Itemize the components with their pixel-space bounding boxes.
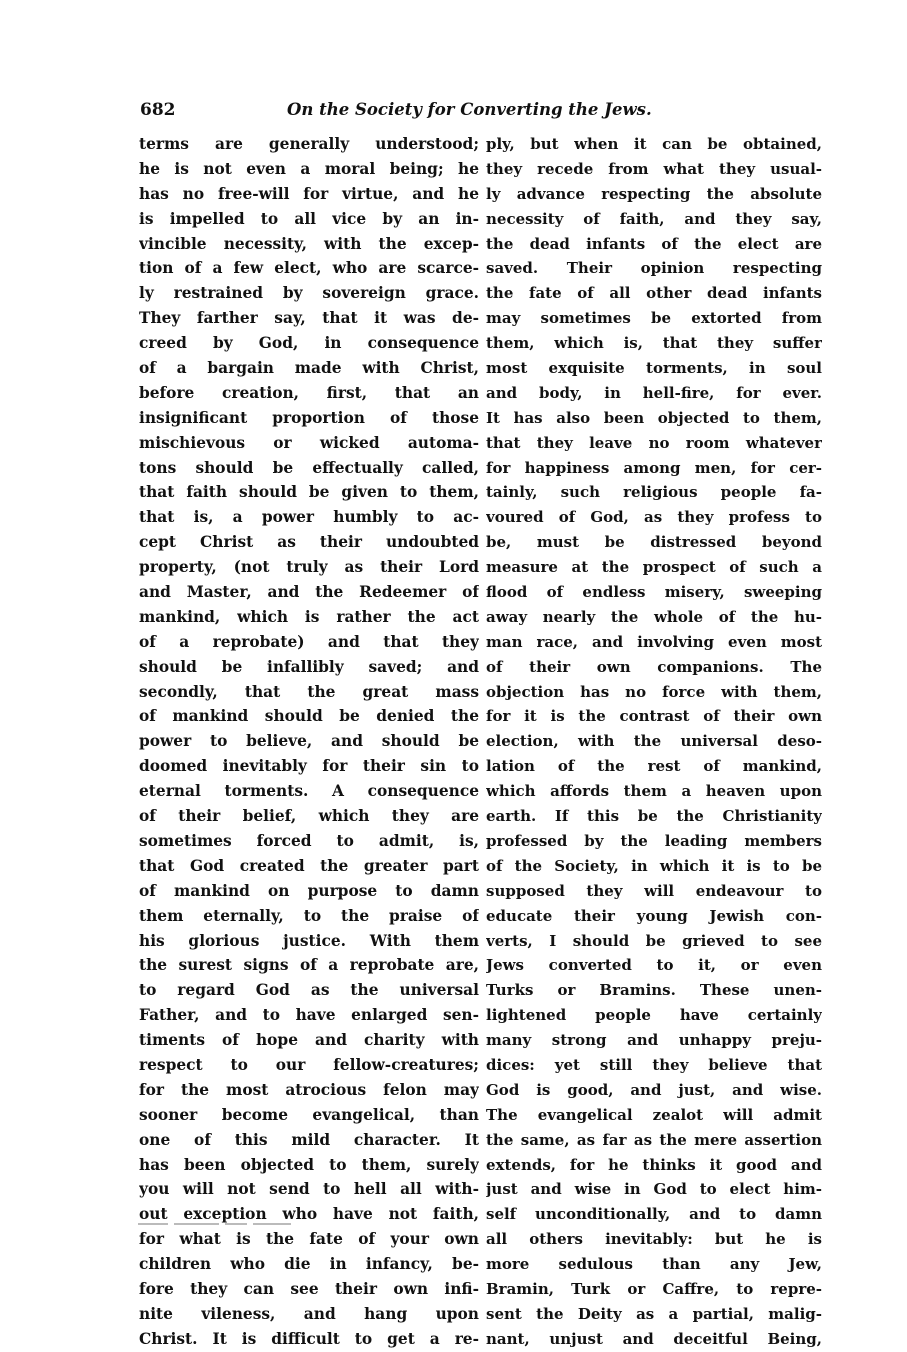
text-line: Jews converted to it, or even (486, 956, 822, 975)
text-line: them eternally, to the praise of (139, 906, 479, 925)
text-line: all others inevitably: but he is (486, 1230, 822, 1249)
text-line: mankind, which is rather the act (139, 607, 479, 626)
page-number: 682 (140, 100, 176, 120)
text-line: Christ. It is difficult to get a re- (139, 1329, 479, 1348)
text-line: saved. Their opinion respecting (486, 259, 822, 278)
text-line: which affords them a heaven upon (486, 782, 822, 801)
text-line: the surest signs of a reprobate are, (139, 956, 479, 975)
text-line: of mankind on purpose to damn (139, 881, 479, 900)
text-line: for the most atrocious felon may (139, 1080, 479, 1099)
text-line: creed by God, in consequence (139, 334, 479, 353)
text-line: before creation, first, that an (139, 383, 479, 402)
text-line: educate their young Jewish con- (486, 906, 822, 925)
text-line: and body, in hell-fire, for ever. (486, 383, 822, 402)
text-line: property, (not truly as their Lord (139, 558, 479, 577)
text-line: the same, as far as the mere assertion (486, 1130, 822, 1149)
text-line: Father, and to have enlarged sen- (139, 1006, 479, 1025)
text-line: supposed they will endeavour to (486, 881, 822, 900)
text-line: just and wise in God to elect him- (486, 1180, 822, 1199)
text-line: has no free-will for virtue, and he (139, 184, 479, 203)
text-line: sooner become evangelical, than (139, 1105, 479, 1124)
text-line: election, with the universal deso- (486, 732, 822, 751)
text-line: of the Society, in which it is to be (486, 856, 822, 875)
text-line: timents of hope and charity with (139, 1031, 479, 1050)
text-line: that they leave no room whatever (486, 433, 822, 452)
text-line: vincible necessity, with the excep- (139, 234, 479, 253)
right-text-column (486, 132, 822, 1352)
text-line: of their belief, which they are (139, 807, 479, 826)
text-line: terms are generally understood; (139, 135, 479, 153)
text-line: It has also been objected to them, (486, 408, 822, 427)
text-line: eternal torments. A consequence (139, 782, 479, 801)
text-line: for what is the fate of your own (139, 1230, 479, 1249)
text-line: voured of God, as they profess to (486, 508, 822, 527)
text-line: self unconditionally, and to damn (486, 1205, 822, 1224)
text-line: ly restrained by sovereign grace. (139, 284, 479, 303)
text-line: he is not even a moral being; he (139, 159, 479, 178)
text-line: flood of endless misery, sweeping (486, 583, 822, 602)
text-line: of mankind should be denied the (139, 707, 479, 726)
running-title: On the Society for Converting the Jews. (287, 100, 652, 119)
text-line: more sedulous than any Jew, (486, 1255, 822, 1274)
text-line: of a reprobate) and that they (139, 632, 479, 651)
text-line: mischievous or wicked automa- (139, 433, 479, 452)
text-line: Bramin, Turk or Caffre, to repre- (486, 1279, 822, 1298)
text-line: tons should be effectually called, (139, 458, 479, 477)
text-line: insignificant proportion of those (139, 408, 479, 427)
text-line: children who die in infancy, be- (139, 1255, 479, 1274)
text-line: they recede from what they usual- (486, 159, 822, 178)
text-line: verts, I should be grieved to see (486, 931, 822, 950)
text-line: them, which is, that they suffer (486, 334, 822, 353)
text-line: objection has no force with them, (486, 682, 822, 701)
text-line: be, must be distressed beyond (486, 533, 822, 552)
text-line: dices: yet still they believe that (486, 1055, 822, 1074)
text-line: for happiness among men, for cer- (486, 458, 822, 477)
text-line: many strong and unhappy preju- (486, 1031, 822, 1050)
text-line: tion of a few elect, who are scarce- (139, 259, 479, 278)
page-footer-smudge (138, 1215, 338, 1227)
text-line: for it is the contrast of their own (486, 707, 822, 726)
text-line: The evangelical zealot will admit (486, 1105, 822, 1124)
text-line: that God created the greater part (139, 856, 479, 875)
text-line: has been objected to them, surely (139, 1155, 479, 1174)
text-line: one of this mild character. It (139, 1130, 479, 1149)
text-line: doomed inevitably for their sin to (139, 757, 479, 776)
text-line: They farther say, that it was de- (139, 309, 479, 328)
text-line: ly advance respecting the absolute (486, 184, 822, 203)
text-line: most exquisite torments, in soul (486, 359, 822, 378)
text-line: professed by the leading members (486, 831, 822, 850)
text-line: tainly, such religious people fa- (486, 483, 822, 502)
text-line: the dead infants of the elect are (486, 234, 822, 253)
text-line: of a bargain made with Christ, (139, 359, 479, 378)
text-line: respect to our fellow-creatures; (139, 1055, 479, 1074)
text-line: is impelled to all vice by an in- (139, 209, 479, 228)
text-line: you will not send to hell all with- (139, 1180, 479, 1199)
text-line: necessity of faith, and they say, (486, 209, 822, 228)
text-line: Turks or Bramins. These unen- (486, 981, 822, 1000)
text-line: lation of the rest of mankind, (486, 757, 822, 776)
text-line: sometimes forced to admit, is, (139, 831, 479, 850)
text-line: out exception who have not faith, (139, 1205, 479, 1224)
text-line: God is good, and just, and wise. (486, 1080, 822, 1099)
text-line: nant, unjust and deceitful Being, (486, 1329, 822, 1348)
text-line: ply, but when it can be obtained, (486, 135, 822, 153)
text-line: secondly, that the great mass (139, 682, 479, 701)
text-line: that is, a power humbly to ac- (139, 508, 479, 527)
text-line: earth. If this be the Christianity (486, 807, 822, 826)
text-line: his glorious justice. With them (139, 931, 479, 950)
text-line: to regard God as the universal (139, 981, 479, 1000)
text-line: should be infallibly saved; and (139, 657, 479, 676)
left-text-column (139, 132, 479, 1352)
text-line: away nearly the whole of the hu- (486, 607, 822, 626)
page-header (140, 100, 770, 130)
text-line: nite vileness, and hang upon (139, 1304, 479, 1323)
text-line: may sometimes be extorted from (486, 309, 822, 328)
text-line: man race, and involving even most (486, 632, 822, 651)
text-line: measure at the prospect of such a (486, 558, 822, 577)
text-line: extends, for he thinks it good and (486, 1155, 822, 1174)
text-line: sent the Deity as a partial, malig- (486, 1304, 822, 1323)
text-line: power to believe, and should be (139, 732, 479, 751)
text-line: fore they can see their own infi- (139, 1279, 479, 1298)
text-line: lightened people have certainly (486, 1006, 822, 1025)
text-line: of their own companions. The (486, 657, 822, 676)
text-line: cept Christ as their undoubted (139, 533, 479, 552)
text-line: that faith should be given to them, (139, 483, 479, 502)
text-line: the fate of all other dead infants (486, 284, 822, 303)
text-line: and Master, and the Redeemer of (139, 583, 479, 602)
